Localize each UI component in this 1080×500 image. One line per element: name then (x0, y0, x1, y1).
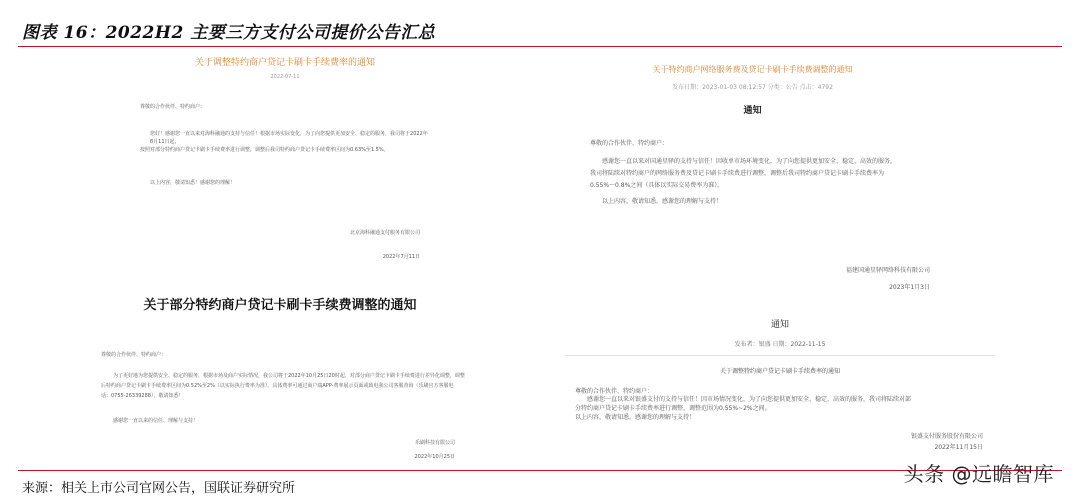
notice-body: 分特约商户贷记卡刷卡手续费率进行调整，调整范围为0.55%~2%之间。 (575, 405, 771, 412)
notice-sign-date: 2023年1月3日 (889, 284, 930, 291)
figure-title: 图表 16：2022H2 主要三方支付公司提价公告汇总 (22, 23, 436, 43)
notice-date: 2022-07-11 (270, 74, 300, 80)
notice-title: 关于调整特约商户贷记卡刷卡手续费率的通知 (194, 58, 375, 68)
notice-salutation: 尊敬的合作伙伴、特约商户： (101, 352, 167, 358)
notice-heading: 通知 (770, 320, 789, 330)
notice-body: 后特约商户贷记卡刷卡手续费率区间为0.52%至2%（以实际执行费率为准）。具体费率可通过商户端APP-费率展示页面或致电我公司客服查询（乐刷官方客服电 (101, 383, 454, 389)
notice-leshua (95, 296, 465, 468)
notice-body: 感谢您一直以来对银盛支付的支持与信任！因市场情况变化，为了向您提供更加安全、稳定、高效的服务，我司将陆续对部 (587, 396, 912, 403)
notice-sign-date: 2022年10月25日 (414, 454, 455, 460)
notice-yinsheng (565, 316, 995, 466)
notice-body: 感谢您一直以来对国通星驿的支持与信任！因收单市场环境变化，为了向您提供更加安全、稳定、高效的服务， (602, 158, 897, 165)
notice-sign-date: 2022年11月15日 (934, 444, 983, 451)
notice-salutation: 尊敬的合作伙伴、特约商户： (590, 140, 669, 147)
notice-body: 您好！感谢您一直以来对海科融通的支持与信任！根据市场实际变化，为了向您提供更加安全、稳定的服务，我司将于2022年8月11日起， (150, 131, 428, 145)
notice-body: 我司将陆续对特约商户的网络服务费及贷记卡刷卡手续费进行调整，调整后我司特约商户贷记卡刷卡手续费率为 (590, 170, 885, 177)
notice-guotong (560, 58, 945, 298)
notice-haike (140, 52, 430, 272)
notice-sign-date: 2022年7月11日 (382, 254, 420, 260)
notice-closing: 以上内容，敬请知悉。感谢您的理解与支持！ (602, 198, 723, 205)
notice-meta: 发布者：银盛 日期：2022-11-15 (734, 341, 826, 348)
notice-closing: 以上内容，敬请知悉。感谢您的理解与支持！ (575, 414, 696, 421)
notice-salutation: 尊敬的合作伙伴、特约商户： (575, 388, 654, 395)
watermark-text: 头条 @远瞻智库 (903, 462, 1054, 486)
notice-salutation: 尊敬的合作伙伴、特约商户： (140, 104, 206, 110)
notice-body: 话：0755-26339288），敬请知悉！ (101, 393, 184, 399)
notice-divider (565, 355, 995, 356)
top-divider (18, 46, 1062, 47)
notice-signer: 北京海科融通支付服务有限公司 (349, 230, 420, 236)
notice-meta: 发布日期：2023-01-03 08:12:57 分类：公告 点击：4792 (672, 84, 833, 91)
notice-heading: 通知 (743, 106, 762, 116)
notice-closing: 以上内容，敬请知悉！感谢您的理解！ (150, 180, 236, 186)
notice-title: 关于调整特约商户贷记卡刷卡手续费率的通知 (719, 368, 840, 375)
notice-signer: 乐刷科技有限公司 (414, 440, 455, 446)
notice-closing: 感谢您一直以来的信任、理解与支持！ (113, 418, 199, 424)
notice-title: 关于部分特约商户贷记卡刷卡手续费调整的通知 (143, 298, 417, 313)
notice-title: 关于特约商户网络服务费及贷记卡刷卡手续费调整的通知 (652, 65, 853, 74)
figure-source: 来源：相关上市公司官网公告，国联证券研究所 (22, 481, 296, 496)
notice-signer: 福建国通星驿网络科技有限公司 (845, 267, 930, 274)
notice-body: 按照对部分特约商户贷记卡刷卡手续费率进行调整，调整后我司特约商户贷记卡手续费率区间为0.63%至1.5%。 (140, 147, 389, 153)
notice-body: 为了更好地为您提供安全、稳定的服务，根据市场及商户实际情况，我公司将于2022年10月25日20时起，对部分商户贷记卡刷卡手续费进行差异化调整，调整 (113, 373, 465, 379)
notice-body: 0.55%～0.8%之间（具体以实际交易费率为准）。 (590, 182, 724, 189)
notice-signer: 银盛支付服务股份有限公司 (910, 433, 983, 440)
